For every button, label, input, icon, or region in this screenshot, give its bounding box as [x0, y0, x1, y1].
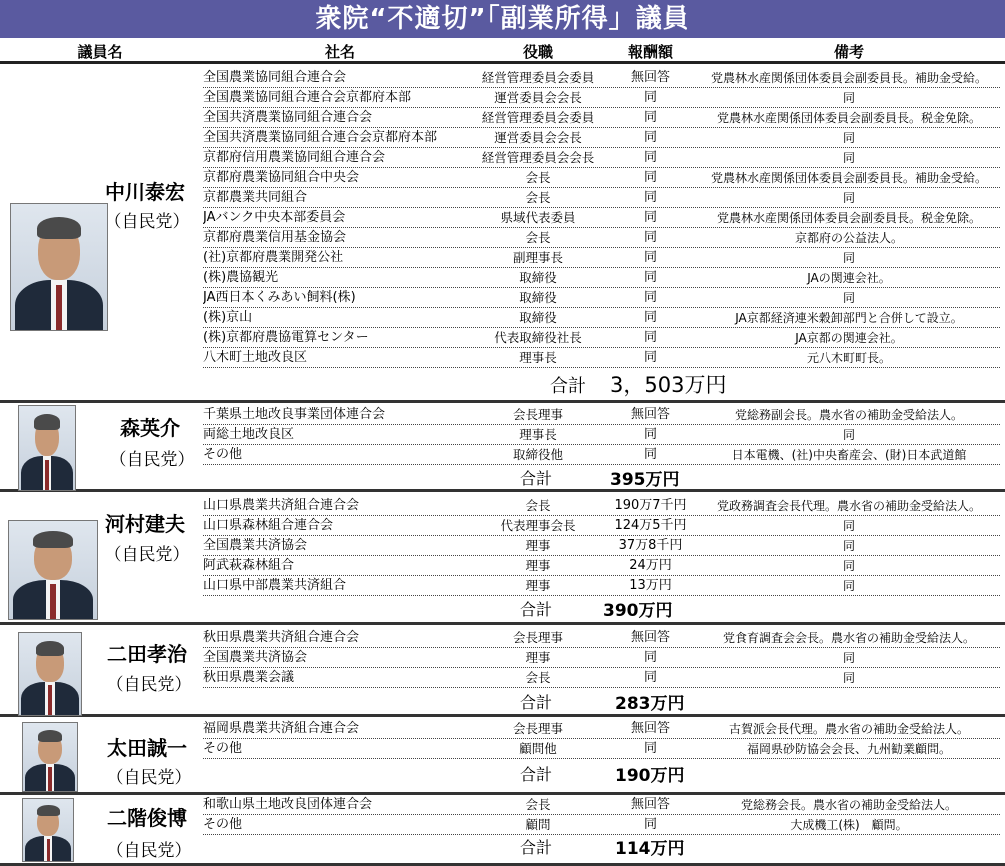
- member-name: 河村建夫: [105, 512, 185, 536]
- role-cell: 会長: [525, 190, 551, 205]
- table-row: [203, 648, 1000, 668]
- note-cell: JA京都経済連米穀卸部門と合併して設立。: [735, 311, 963, 325]
- note-cell: 党政務調査会長代理。農水省の補助金受給法人。: [716, 499, 981, 513]
- member-name: 太田誠一: [107, 736, 187, 760]
- table-row: [203, 328, 1000, 348]
- note-cell: 同: [842, 291, 855, 305]
- role-cell: 運営委員会会長: [494, 130, 582, 145]
- role-cell: 会長理事: [512, 630, 563, 645]
- role-cell: 会長: [525, 498, 551, 513]
- company-cell: (社)京都府農業開発公社: [203, 250, 344, 265]
- member-name: 二田孝治: [107, 642, 187, 666]
- note-cell: 同: [842, 428, 855, 442]
- pay-cell: 37万8千円: [618, 538, 683, 553]
- member-party: （自民党）: [106, 768, 192, 788]
- note-cell: 同: [842, 651, 855, 665]
- table-row: [203, 148, 1000, 168]
- member-party: （自民党）: [104, 212, 190, 232]
- role-cell: 会長: [525, 230, 551, 245]
- total-amount: 395万円: [610, 470, 680, 490]
- pay-cell: 無回答: [630, 721, 670, 736]
- company-cell: 京都農業共同組合: [203, 190, 308, 205]
- note-cell: 元八木町町長。: [806, 351, 891, 365]
- pay-cell: 同: [643, 150, 657, 165]
- pay-cell: 同: [643, 170, 657, 185]
- table-row: [203, 108, 1000, 128]
- pay-cell: 同: [643, 650, 657, 665]
- pay-cell: 同: [643, 290, 657, 305]
- note-cell: 党農林水産関係団体委員会副委員長。補助金受給。: [710, 71, 987, 85]
- company-cell: 山口県中部農業共済組合: [203, 578, 347, 593]
- table-row: [203, 516, 1000, 536]
- company-cell: 福岡県農業共済組合連合会: [203, 721, 360, 736]
- table-row: [203, 288, 1000, 308]
- pay-cell: 同: [643, 817, 657, 832]
- company-cell: 京都府信用農業協同組合連合会: [203, 150, 386, 165]
- note-cell: 党農林水産関係団体委員会副委員長。税金免除。: [716, 111, 981, 125]
- company-cell: 両総土地改良区: [203, 427, 295, 442]
- company-cell: 和歌山県土地改良団体連合会: [203, 797, 373, 812]
- pay-cell: 同: [643, 250, 657, 265]
- table-row: [203, 425, 1000, 445]
- note-cell: 大成機工(株) 顧問。: [790, 818, 908, 832]
- total-label: 合計: [550, 376, 586, 397]
- note-cell: 党総務副会長。農水省の補助金受給法人。: [734, 408, 963, 422]
- member-name: 二階俊博: [107, 806, 187, 830]
- pay-cell: 190万7千円: [614, 498, 687, 513]
- note-cell: 同: [842, 539, 855, 553]
- company-cell: 全国農業共済協会: [203, 538, 308, 553]
- role-cell: 副理事長: [512, 250, 563, 265]
- pay-cell: 13万円: [629, 578, 672, 593]
- table-row: [203, 88, 1000, 108]
- table-row: [203, 496, 1000, 516]
- member-party: （自民党）: [104, 545, 190, 565]
- pay-cell: 無回答: [630, 70, 670, 85]
- company-cell: 全国共済農業協同組合連合会: [203, 110, 373, 125]
- member-party: （自民党）: [106, 841, 192, 861]
- pay-cell: 24万円: [629, 558, 672, 573]
- pay-cell: 同: [643, 330, 657, 345]
- table-row: [203, 308, 1000, 328]
- pay-cell: 124万5千円: [614, 518, 687, 533]
- member-party: （自民党）: [109, 450, 195, 470]
- table-row: [203, 445, 1000, 465]
- note-cell: 福岡県砂防協会会長、九州勧業顧問。: [746, 742, 951, 756]
- table-row: [203, 536, 1000, 556]
- pay-cell: 同: [643, 130, 657, 145]
- role-cell: 理事長: [519, 427, 557, 442]
- role-cell: 顧問: [525, 817, 551, 832]
- header-note: 備考: [833, 43, 864, 61]
- pay-cell: 無回答: [630, 630, 670, 645]
- role-cell: 取締役他: [512, 447, 563, 462]
- header-pay: 報酬額: [627, 43, 673, 61]
- member-party: （自民党）: [106, 675, 192, 695]
- total-amount: 390万円: [603, 601, 673, 621]
- pay-cell: 同: [643, 270, 657, 285]
- role-cell: 理事: [525, 558, 551, 573]
- pay-cell: 同: [643, 350, 657, 365]
- note-cell: 同: [842, 251, 855, 265]
- company-cell: JAバンク中央本部委員会: [203, 210, 346, 225]
- role-cell: 取締役: [519, 290, 557, 305]
- pay-cell: 同: [643, 110, 657, 125]
- table-row: [203, 228, 1000, 248]
- pay-cell: 同: [643, 210, 657, 225]
- note-cell: 同: [842, 519, 855, 533]
- table-row: [203, 348, 1000, 368]
- table-row: [203, 576, 1000, 596]
- role-cell: 理事長: [519, 350, 557, 365]
- total-label: 合計: [520, 469, 553, 488]
- company-cell: 全国農業共済協会: [203, 650, 308, 665]
- header-company: 社名: [324, 43, 355, 61]
- total-amount: 114万円: [615, 839, 685, 859]
- table-row: [203, 815, 1000, 835]
- table-row: [203, 719, 1000, 739]
- note-cell: 同: [842, 671, 855, 685]
- company-cell: (株)京都府農協電算センター: [203, 330, 369, 345]
- note-cell: 同: [842, 131, 855, 145]
- note-cell: 党農林水産関係団体委員会副委員長。税金免除。: [716, 211, 981, 225]
- pay-cell: 同: [643, 447, 657, 462]
- table-row: [203, 795, 1000, 815]
- table-header: [0, 38, 1005, 64]
- table-row: [203, 268, 1000, 288]
- role-cell: 経営管理委員会会長: [481, 150, 595, 165]
- company-cell: 秋田県農業会議: [203, 670, 295, 685]
- role-cell: 会長: [525, 670, 551, 685]
- company-cell: JA西日本くみあい飼料(株): [203, 290, 356, 305]
- note-cell: 京都府の公益法人。: [794, 231, 903, 245]
- role-cell: 会長理事: [512, 407, 563, 422]
- table-row: [203, 628, 1000, 648]
- note-cell: 党食育調査会会長。農水省の補助金受給法人。: [722, 631, 975, 645]
- role-cell: 県域代表委員: [500, 210, 576, 225]
- total-amount: 190万円: [615, 766, 685, 786]
- pay-cell: 無回答: [630, 797, 670, 812]
- pay-cell: 同: [643, 741, 657, 756]
- company-cell: (株)農協観光: [203, 270, 279, 285]
- total-label: 合計: [520, 600, 553, 619]
- company-cell: 秋田県農業共済組合連合会: [203, 630, 360, 645]
- member-photo: [22, 798, 74, 862]
- role-cell: 運営委員会会長: [494, 90, 582, 105]
- note-cell: 古賀派会長代理。農水省の補助金受給法人。: [728, 722, 969, 736]
- role-cell: 代表取締役社長: [494, 330, 582, 345]
- pay-cell: 同: [643, 310, 657, 325]
- company-cell: 阿武萩森林組合: [203, 558, 295, 573]
- member-photo: [8, 520, 98, 620]
- note-cell: 同: [842, 191, 855, 205]
- pay-cell: 同: [643, 670, 657, 685]
- note-cell: 党総務会長。農水省の補助金受給法人。: [740, 798, 957, 812]
- page-title: 衆院“不適切”「副業所得」議員: [0, 0, 1005, 38]
- role-cell: 取締役: [519, 310, 557, 325]
- company-cell: その他: [203, 447, 243, 462]
- table-row: [203, 405, 1000, 425]
- header-member: 議員名: [77, 43, 123, 61]
- note-cell: JAの関連会社。: [807, 271, 891, 285]
- table-row: [203, 168, 1000, 188]
- company-cell: その他: [203, 817, 243, 832]
- company-cell: その他: [203, 741, 243, 756]
- total-label: 合計: [520, 838, 553, 857]
- note-cell: 日本電機、(社)中央畜産会、(財)日本武道館: [731, 448, 967, 462]
- role-cell: 取締役: [519, 270, 557, 285]
- note-cell: JA京都の関連会社。: [795, 331, 903, 345]
- total-amount: 3，503万円: [610, 373, 727, 397]
- role-cell: 理事: [525, 578, 551, 593]
- note-cell: 党農林水産関係団体委員会副委員長。補助金受給。: [710, 171, 987, 185]
- note-cell: 同: [842, 151, 855, 165]
- total-amount: 283万円: [615, 694, 685, 714]
- company-cell: 山口県農業共済組合連合会: [203, 498, 360, 513]
- role-cell: 会長理事: [512, 721, 563, 736]
- company-cell: 全国農業協同組合連合会: [203, 70, 347, 85]
- company-cell: 全国農業協同組合連合会京都府本部: [203, 90, 412, 105]
- header-role: 役職: [522, 43, 553, 61]
- table-row: [203, 188, 1000, 208]
- company-cell: 山口県森林組合連合会: [203, 518, 334, 533]
- role-cell: 経営管理委員会委員: [481, 70, 595, 85]
- company-cell: (株)京山: [203, 310, 253, 325]
- role-cell: 会長: [525, 170, 551, 185]
- role-cell: 顧問他: [519, 741, 557, 756]
- company-cell: 千葉県土地改良事業団体連合会: [203, 407, 386, 422]
- total-label: 合計: [520, 765, 553, 784]
- member-name: 森英介: [120, 416, 180, 440]
- pay-cell: 同: [643, 90, 657, 105]
- pay-cell: 同: [643, 230, 657, 245]
- pay-cell: 同: [643, 427, 657, 442]
- company-cell: 全国共済農業協同組合連合会京都府本部: [203, 130, 438, 145]
- table-row: [203, 668, 1000, 688]
- table-row: [203, 208, 1000, 228]
- note-cell: 同: [842, 579, 855, 593]
- role-cell: 理事: [525, 538, 551, 553]
- total-label: 合計: [520, 693, 553, 712]
- role-cell: 経営管理委員会委員: [481, 110, 595, 125]
- pay-cell: 同: [643, 190, 657, 205]
- member-photo: [22, 722, 78, 792]
- member-name: 中川泰宏: [105, 180, 185, 204]
- company-cell: 京都府農業協同組合中央会: [203, 170, 360, 185]
- member-photo: [18, 632, 82, 716]
- table-row: [203, 248, 1000, 268]
- table-row: [203, 556, 1000, 576]
- pay-cell: 無回答: [630, 407, 670, 422]
- role-cell: 会長: [525, 797, 551, 812]
- role-cell: 理事: [525, 650, 551, 665]
- note-cell: 同: [842, 559, 855, 573]
- note-cell: 同: [842, 91, 855, 105]
- table-row: [203, 739, 1000, 759]
- company-cell: 京都府農業信用基金協会: [203, 230, 347, 245]
- company-cell: 八木町土地改良区: [203, 350, 308, 365]
- role-cell: 代表理事会長: [500, 518, 576, 533]
- table-row: [203, 68, 1000, 88]
- table-row: [203, 128, 1000, 148]
- member-photo: [18, 405, 76, 491]
